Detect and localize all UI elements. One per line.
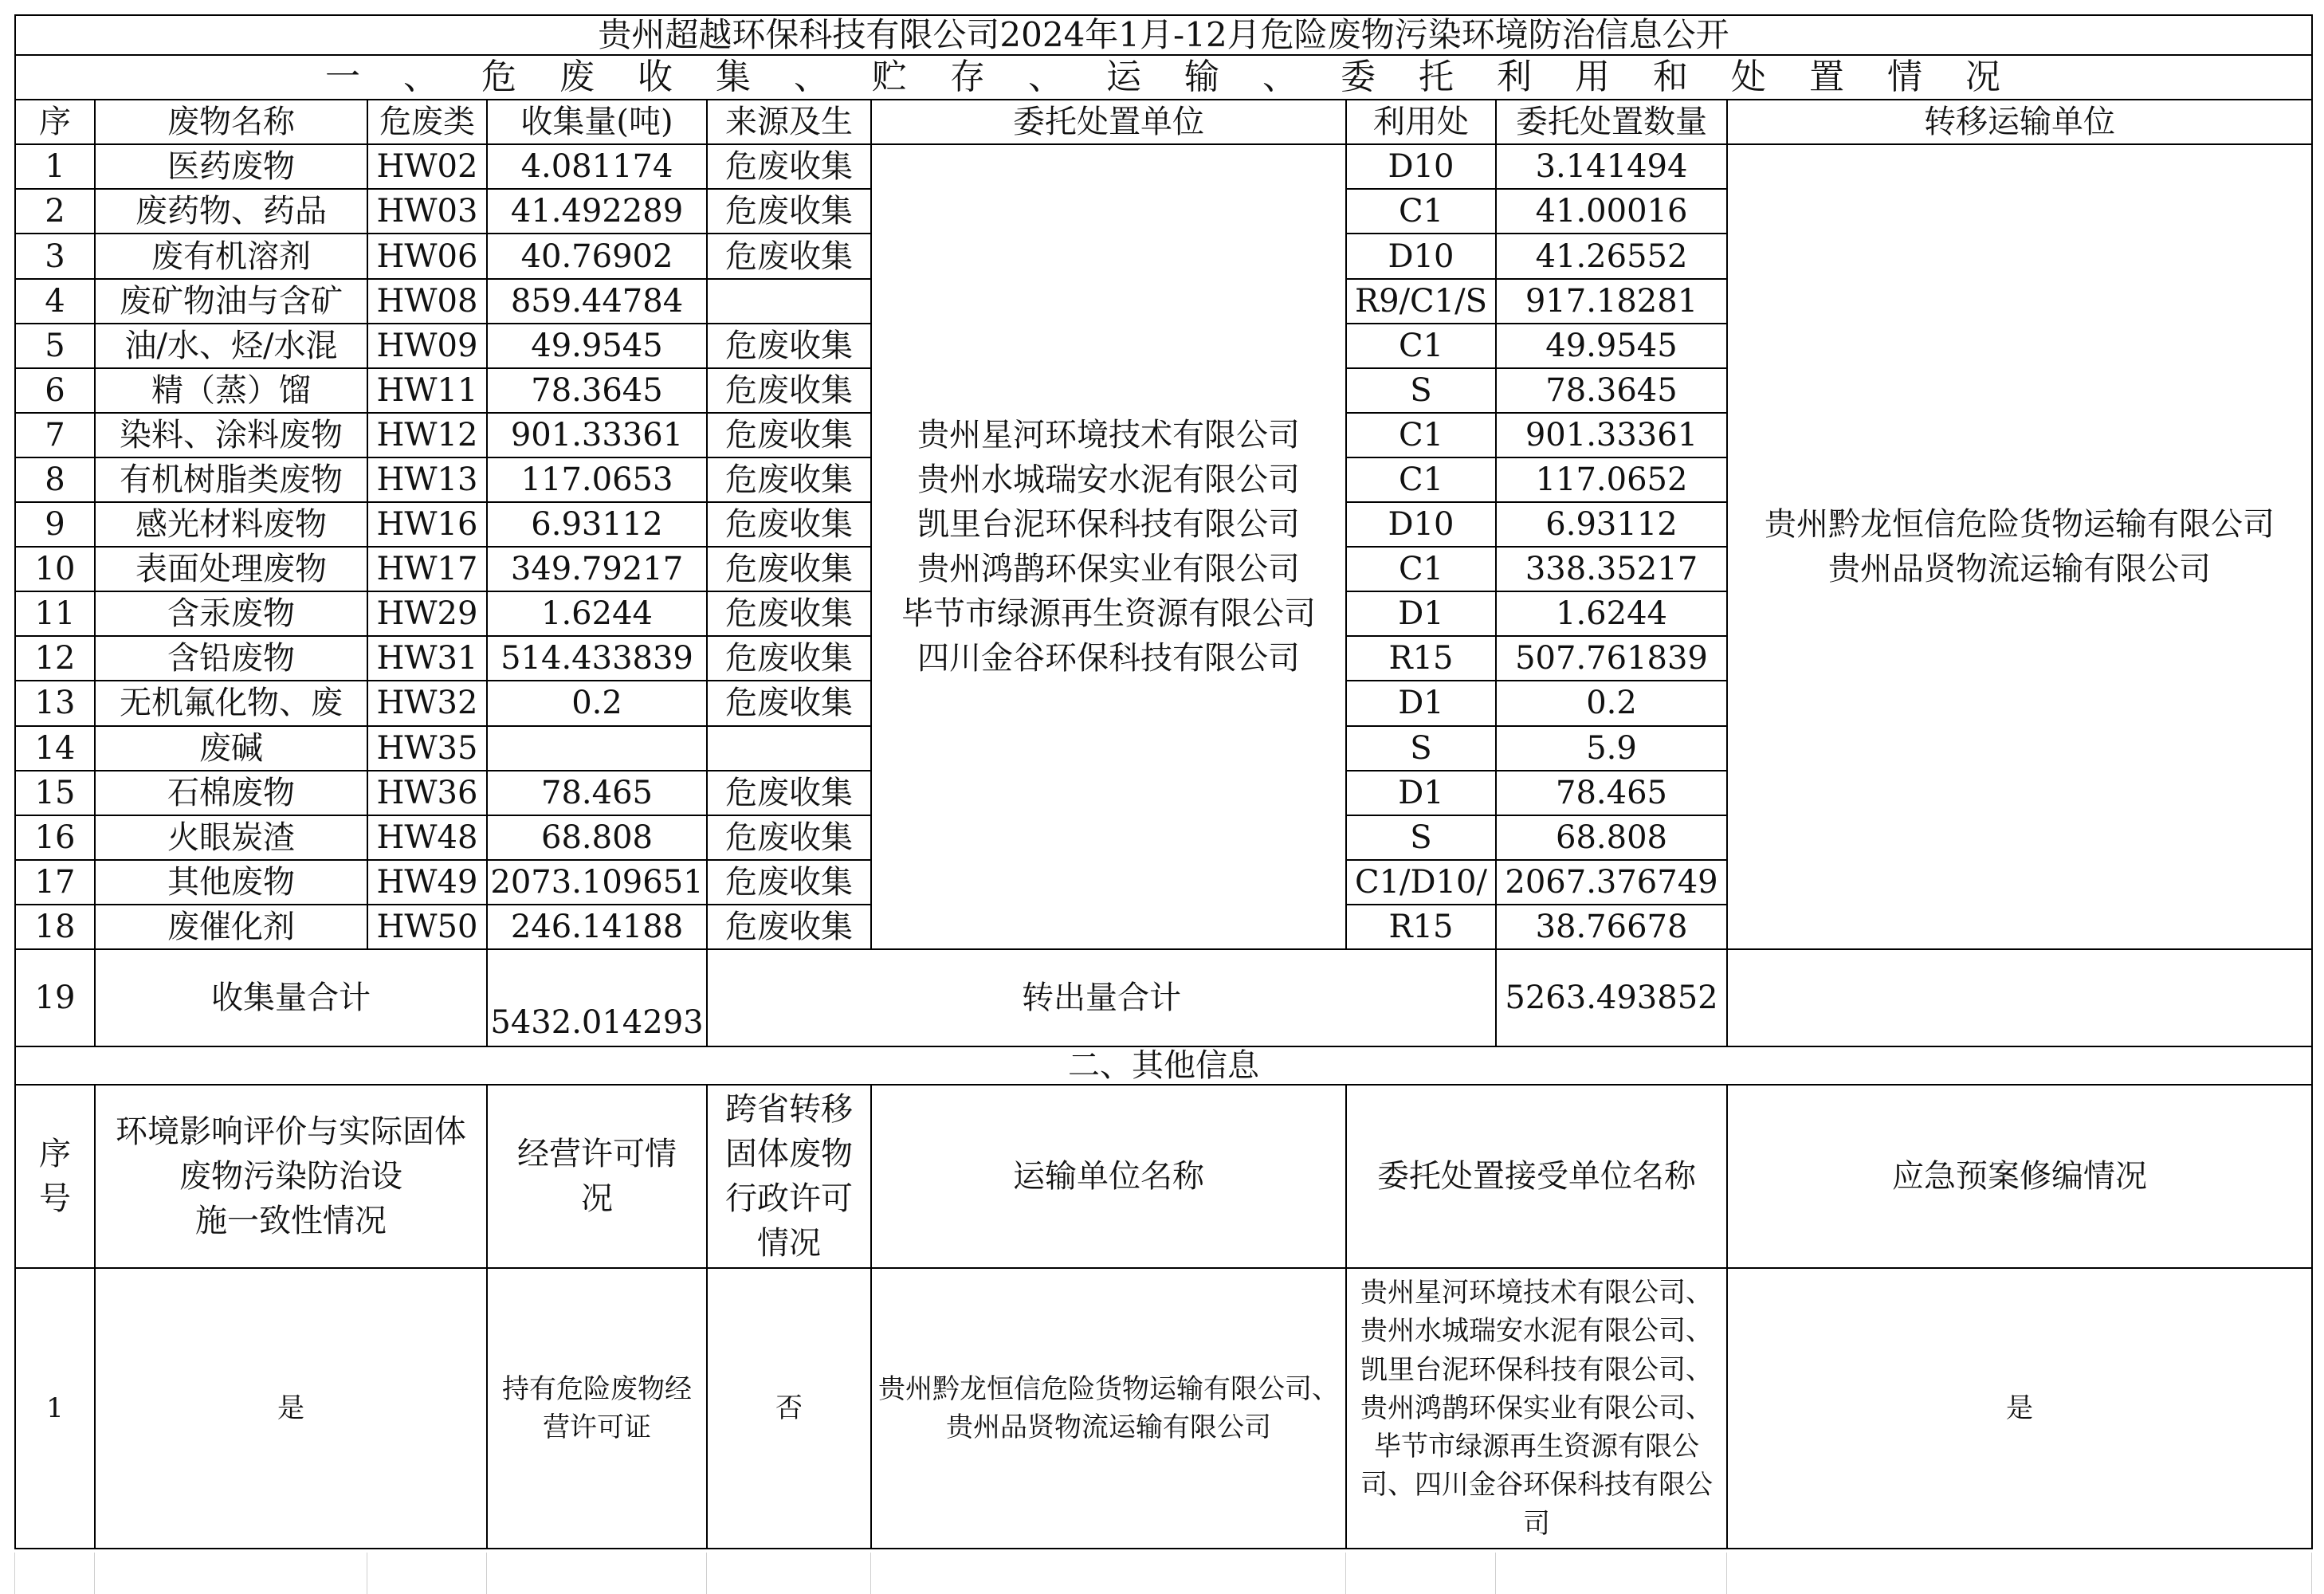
row-seq: 17 (15, 860, 95, 905)
row-category: HW02 (367, 144, 487, 189)
section-one-char: 委 (1341, 57, 1378, 97)
gridline (1495, 1553, 1496, 1594)
row-method: D10 (1346, 144, 1496, 189)
row-category: HW09 (367, 324, 487, 368)
row-category: HW32 (367, 681, 487, 725)
other-emergency: 是 (1727, 1268, 2312, 1549)
section-one-char: 废 (559, 57, 597, 97)
other-header-cross-province-line: 情况 (757, 1224, 821, 1262)
row-collected: 4.081174 (487, 144, 707, 189)
row-waste-name: 医药废物 (95, 144, 367, 189)
row-source: 危废收集 (707, 547, 871, 591)
header-category: 危废类 (367, 100, 487, 144)
section-one-char: 、 (1028, 57, 1066, 97)
row-collected: 78.3645 (487, 368, 707, 413)
row-method: D1 (1346, 681, 1496, 725)
row-disposal-qty: 5.9 (1496, 726, 1727, 771)
section-one-char: 和 (1653, 57, 1690, 97)
other-header-license-line: 况 (581, 1180, 613, 1217)
row-disposal-qty: 41.26552 (1496, 234, 1727, 278)
row-seq: 11 (15, 591, 95, 636)
row-collected: 349.79217 (487, 547, 707, 591)
row-category: HW17 (367, 547, 487, 591)
row-seq: 3 (15, 234, 95, 278)
row-method: C1 (1346, 324, 1496, 368)
other-header-receiver: 委托处置接受单位名称 (1346, 1085, 1727, 1268)
gridline (870, 1553, 871, 1594)
disclosure-table (14, 14, 2313, 1549)
row-disposal-qty: 6.93112 (1496, 502, 1727, 547)
row-source: 危废收集 (707, 905, 871, 949)
row-category: HW36 (367, 771, 487, 815)
row-disposal-qty: 78.465 (1496, 771, 1727, 815)
row-disposal-qty: 507.761839 (1496, 636, 1727, 681)
row-disposal-qty: 38.76678 (1496, 905, 1727, 949)
gridline (1726, 1553, 1727, 1594)
gridline (14, 1553, 15, 1594)
header-disposal-qty: 委托处置数量 (1496, 100, 1727, 144)
row-category: HW12 (367, 413, 487, 457)
row-method: C1 (1346, 547, 1496, 591)
section-one-char: 托 (1419, 57, 1456, 97)
row-seq: 1 (15, 144, 95, 189)
disposal-unit-list-line: 贵州鸿鹊环保实业有限公司 (917, 551, 1300, 588)
row-seq: 9 (15, 502, 95, 547)
row-method: C1 (1346, 413, 1496, 457)
row-source: 危废收集 (707, 860, 871, 905)
other-header-eia-line: 环境影响评价与实际固体 (116, 1113, 466, 1150)
row-source: 危废收集 (707, 324, 871, 368)
row-category: HW50 (367, 905, 487, 949)
header-collected: 收集量(吨) (487, 100, 707, 144)
section-one-char: 存 (950, 57, 987, 97)
section-two-title: 二、其他信息 (15, 1046, 2312, 1085)
sheet-gridlines (14, 1553, 2311, 1594)
page-title: 贵州超越环保科技有限公司2024年1月-12月危险废物污染环境防治信息公开 (15, 15, 2312, 55)
row-source: 危废收集 (707, 771, 871, 815)
section-one-char: 贮 (872, 57, 909, 97)
other-info-header-row (15, 1085, 2312, 1268)
disposal-unit-list-line: 四川金谷环保科技有限公司 (917, 640, 1300, 677)
row-method: D10 (1346, 234, 1496, 278)
row-source: 危废收集 (707, 234, 871, 278)
totals-empty (1727, 949, 2312, 1046)
header-transport-unit: 转移运输单位 (1727, 100, 2312, 144)
row-collected: 78.465 (487, 771, 707, 815)
row-category: HW13 (367, 457, 487, 502)
other-header-cross-province (707, 1085, 871, 1268)
totals-seq: 19 (15, 949, 95, 1046)
other-header-license-line: 经营许可情 (517, 1135, 677, 1172)
row-method: R15 (1346, 905, 1496, 949)
gridline (94, 1553, 95, 1594)
row-seq: 6 (15, 368, 95, 413)
row-collected: 859.44784 (487, 279, 707, 324)
disposal-unit-list-line: 毕节市绿源再生资源有限公司 (901, 595, 1316, 633)
row-source: 危废收集 (707, 189, 871, 234)
row-source (707, 279, 871, 324)
row-method: D10 (1346, 502, 1496, 547)
row-disposal-qty: 41.00016 (1496, 189, 1727, 234)
row-method: R9/C1/S (1346, 279, 1496, 324)
row-method: S (1346, 815, 1496, 860)
disposal-unit-list-line: 贵州水城瑞安水泥有限公司 (917, 461, 1300, 499)
disposal-unit-list-line: 贵州星河环境技术有限公司 (917, 417, 1300, 454)
row-category: HW06 (367, 234, 487, 278)
row-source: 危废收集 (707, 144, 871, 189)
row-category: HW48 (367, 815, 487, 860)
row-seq: 12 (15, 636, 95, 681)
row-source: 危废收集 (707, 502, 871, 547)
header-method: 利用处 (1346, 100, 1496, 144)
other-cross-province: 否 (707, 1268, 871, 1549)
row-category: HW11 (367, 368, 487, 413)
row-collected: 1.6244 (487, 591, 707, 636)
section-one-char: 利 (1497, 57, 1534, 97)
row-waste-name: 火眼炭渣 (95, 815, 367, 860)
row-seq: 4 (15, 279, 95, 324)
row-seq: 16 (15, 815, 95, 860)
section-one-char: 输 (1184, 57, 1222, 97)
row-method: R15 (1346, 636, 1496, 681)
other-header-eia (95, 1085, 487, 1268)
gridline (1345, 1553, 1346, 1594)
table-row (15, 144, 2312, 189)
other-header-cross-province-line: 固体废物 (725, 1135, 853, 1172)
section-one-char: 置 (1809, 57, 1847, 97)
row-collected: 901.33361 (487, 413, 707, 457)
section-one-char: 处 (1731, 57, 1769, 97)
transport-unit-list-line: 贵州品贤物流运输有限公司 (1828, 551, 2212, 588)
other-header-eia-line: 废物污染防治设 (179, 1157, 402, 1195)
section-one-char: 集 (716, 57, 753, 97)
row-collected: 2073.109651 (487, 860, 707, 905)
row-category: HW29 (367, 591, 487, 636)
row-seq: 2 (15, 189, 95, 234)
row-seq: 7 (15, 413, 95, 457)
row-source: 危废收集 (707, 815, 871, 860)
row-collected: 49.9545 (487, 324, 707, 368)
row-collected: 40.76902 (487, 234, 707, 278)
row-category: HW16 (367, 502, 487, 547)
disposal-unit-list (871, 144, 1346, 949)
row-disposal-qty: 117.0652 (1496, 457, 1727, 502)
row-waste-name: 油/水、烃/水混 (95, 324, 367, 368)
row-disposal-qty: 338.35217 (1496, 547, 1727, 591)
row-method: C1 (1346, 457, 1496, 502)
section-one-char: 情 (1887, 57, 1925, 97)
row-collected (487, 726, 707, 771)
gridline (706, 1553, 707, 1594)
section-one-char: 运 (1106, 57, 1144, 97)
row-waste-name: 其他废物 (95, 860, 367, 905)
row-disposal-qty: 901.33361 (1496, 413, 1727, 457)
row-waste-name: 含汞废物 (95, 591, 367, 636)
row-waste-name: 石棉废物 (95, 771, 367, 815)
row-seq: 8 (15, 457, 95, 502)
row-source: 危废收集 (707, 636, 871, 681)
transferred-total-value: 5263.493852 (1496, 949, 1727, 1046)
section-one-char: 、 (1262, 57, 1300, 97)
gridline (2311, 1553, 2312, 1594)
section-one-title (15, 55, 2312, 100)
collected-total-value: 5432.014293 (487, 949, 707, 1046)
row-category: HW03 (367, 189, 487, 234)
row-disposal-qty: 68.808 (1496, 815, 1727, 860)
section-two-row (15, 1046, 2312, 1085)
gridline (486, 1553, 487, 1594)
row-collected: 41.492289 (487, 189, 707, 234)
row-method: S (1346, 726, 1496, 771)
row-waste-name: 含铅废物 (95, 636, 367, 681)
row-waste-name: 废催化剂 (95, 905, 367, 949)
row-source: 危废收集 (707, 457, 871, 502)
other-transport: 贵州黔龙恒信危险货物运输有限公司、贵州品贤物流运输有限公司 (871, 1268, 1346, 1549)
row-disposal-qty: 1.6244 (1496, 591, 1727, 636)
other-header-seq-line: 序 (39, 1135, 71, 1172)
section-one-char: 危 (481, 57, 519, 97)
row-disposal-qty: 2067.376749 (1496, 860, 1727, 905)
header-source: 来源及生 (707, 100, 871, 144)
row-waste-name: 废碱 (95, 726, 367, 771)
row-waste-name: 表面处理废物 (95, 547, 367, 591)
other-header-emergency: 应急预案修编情况 (1727, 1085, 2312, 1268)
other-seq: 1 (15, 1268, 95, 1549)
row-source: 危废收集 (707, 368, 871, 413)
row-method: C1 (1346, 189, 1496, 234)
row-disposal-qty: 49.9545 (1496, 324, 1727, 368)
row-waste-name: 染料、涂料废物 (95, 413, 367, 457)
row-seq: 15 (15, 771, 95, 815)
row-collected: 68.808 (487, 815, 707, 860)
header-seq: 序 (15, 100, 95, 144)
row-method: D1 (1346, 771, 1496, 815)
other-header-license (487, 1085, 707, 1268)
row-source: 危废收集 (707, 591, 871, 636)
section-one-char: 、 (403, 57, 441, 97)
row-seq: 14 (15, 726, 95, 771)
row-collected: 117.0653 (487, 457, 707, 502)
other-eia: 是 (95, 1268, 487, 1549)
row-waste-name: 精（蒸）馏 (95, 368, 367, 413)
row-collected: 6.93112 (487, 502, 707, 547)
row-seq: 5 (15, 324, 95, 368)
row-disposal-qty: 3.141494 (1496, 144, 1727, 189)
row-waste-name: 废矿物油与含矿 (95, 279, 367, 324)
row-waste-name: 有机树脂类废物 (95, 457, 367, 502)
other-header-cross-province-line: 行政许可 (725, 1180, 853, 1217)
row-category: HW35 (367, 726, 487, 771)
section-one-char: 收 (638, 57, 675, 97)
row-seq: 18 (15, 905, 95, 949)
header-waste-name: 废物名称 (95, 100, 367, 144)
row-disposal-qty: 917.18281 (1496, 279, 1727, 324)
row-method: C1/D10/ (1346, 860, 1496, 905)
row-category: HW49 (367, 860, 487, 905)
row-seq: 13 (15, 681, 95, 725)
row-waste-name: 无机氟化物、废 (95, 681, 367, 725)
transport-unit-list-line: 贵州黔龙恒信危险货物运输有限公司 (1765, 506, 2275, 544)
section-one-char: 、 (794, 57, 831, 97)
other-receiver: 贵州星河环境技术有限公司、贵州水城瑞安水泥有限公司、凯里台泥环保科技有限公司、贵州鸿鹊环保实业有限公司、毕节市绿源再生资源有限公司、四川金谷环保科技有限公司 (1346, 1268, 1727, 1549)
row-waste-name: 废有机溶剂 (95, 234, 367, 278)
row-category: HW31 (367, 636, 487, 681)
section-one-char: 一 (325, 57, 363, 97)
other-header-transport: 运输单位名称 (871, 1085, 1346, 1268)
other-header-seq (15, 1085, 95, 1268)
totals-row (15, 949, 2312, 1046)
other-header-cross-province-line: 跨省转移 (725, 1090, 853, 1128)
collected-total-label: 收集量合计 (95, 949, 487, 1046)
row-disposal-qty: 0.2 (1496, 681, 1727, 725)
transport-unit-list (1727, 144, 2312, 949)
row-collected: 514.433839 (487, 636, 707, 681)
row-collected: 0.2 (487, 681, 707, 725)
row-method: D1 (1346, 591, 1496, 636)
other-license: 持有危险废物经营许可证 (487, 1268, 707, 1549)
section-one-char: 况 (1965, 57, 2003, 97)
header-disposal-unit: 委托处置单位 (871, 100, 1346, 144)
row-seq: 10 (15, 547, 95, 591)
transferred-total-label: 转出量合计 (707, 949, 1496, 1046)
row-collected: 246.14188 (487, 905, 707, 949)
row-category: HW08 (367, 279, 487, 324)
other-header-seq-line: 号 (39, 1180, 71, 1217)
row-method: S (1346, 368, 1496, 413)
disposal-unit-list-line: 凯里台泥环保科技有限公司 (917, 506, 1300, 544)
row-source: 危废收集 (707, 681, 871, 725)
section-one-char: 用 (1575, 57, 1612, 97)
row-disposal-qty: 78.3645 (1496, 368, 1727, 413)
other-info-row (15, 1268, 2312, 1549)
other-header-eia-line: 施一致性情况 (195, 1202, 387, 1239)
row-waste-name: 废药物、药品 (95, 189, 367, 234)
row-source: 危废收集 (707, 413, 871, 457)
table-header-row (15, 100, 2312, 144)
row-source (707, 726, 871, 771)
row-waste-name: 感光材料废物 (95, 502, 367, 547)
